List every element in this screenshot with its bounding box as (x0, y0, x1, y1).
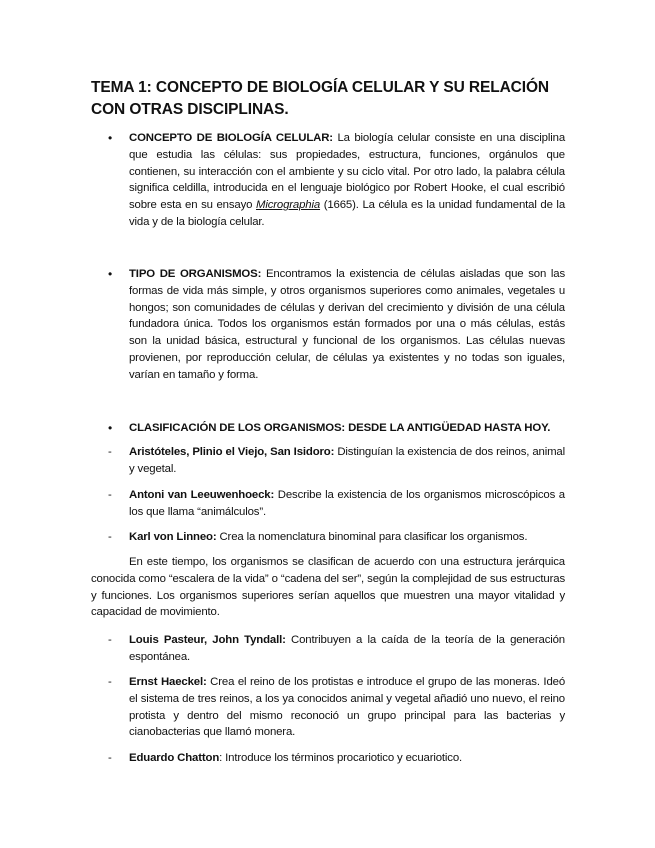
bullet-marker: • (108, 131, 113, 145)
item-name: Antoni van Leeuwenhoeck: (129, 489, 275, 501)
micrographia-link[interactable]: Micrographia (256, 199, 321, 212)
concepto-text: La biología celular consiste en una disciplina que estudia las células: sus propiedades, estructura, funciones, orgánulos que contienen, su interacción con el ambiente y su ciclo vital. Por otro lado, la palabra célula significa celdilla, introducida en el lenguaje biológico por Robert Hooke, el cual escribió sobre esta en su ensayo (129, 132, 566, 212)
list-item (129, 750, 565, 767)
list-item (129, 444, 565, 478)
clasificacion-heading: CLASIFICACIÓN DE LOS ORGANISMOS: DESDE LA ANTIGÜEDAD HASTA HOY. (129, 422, 551, 434)
concepto-text-end: (1665). La célula es la unidad fundamental de la vida y de la biología celular. (129, 199, 565, 228)
item-name: Louis Pasteur, John Tyndall: (129, 634, 286, 646)
list-item (129, 674, 565, 741)
dash-marker: - (108, 531, 112, 543)
list-item (129, 529, 565, 546)
item-name: Eduardo Chatton (129, 752, 220, 764)
item-name: Aristóteles, Plinio el Viejo, San Isidoro: (129, 446, 335, 458)
dash-marker: - (108, 634, 112, 646)
dash-marker: - (108, 446, 112, 458)
item-text: Crea la nomenclatura binominal para clasificar los organismos. (216, 531, 528, 543)
dash-marker: - (108, 752, 112, 764)
bullet-marker: • (108, 267, 113, 281)
item-text: Distinguían la existencia de dos reinos, animal y vegetal. (129, 446, 565, 475)
list-item (129, 632, 565, 666)
list-item (129, 487, 565, 521)
item-name: Ernst Haeckel: (129, 676, 207, 688)
item-text: Crea el reino de los protistas e introduce el grupo de las moneras. Ideó el sistema de tres reinos, a los ya conocidos animal y vegetal añadió uno nuevo, el reino protista y dentro del mismo reconoció un grupo principal para las bacterias y cianobacterias que llamó monera. (129, 676, 566, 739)
tipo-heading: TIPO DE ORGANISMOS: (129, 268, 262, 280)
body-paragraph: En este tiempo, los organismos se clasifican de acuerdo con una estructura jerárquica conocida como “escalera de la vida” o “cadena del ser”, según la complejidad de sus estructuras y funciones. Los organismos superiores serían aquellos que muestren una mayor vitalidad y capacidad de movimiento. (91, 556, 565, 619)
item-name: Karl von Linneo: (129, 531, 217, 543)
tipo-text: Encontramos la existencia de células aisladas que son las formas de vida más simple, y otros organismos superiores como animales, vegetales u hongos; son comunidades de células y derivan del crecimiento y división de una célula fundadora única. Todos los organismos están formados por una o más células, estás son la unidad básica, estructural y funcional de los organismos. Las células nuevas provienen, por reproducción celular, de células ya existentes y no todas son iguales, varían en tamaño y forma. (129, 268, 565, 381)
dash-marker: - (108, 489, 112, 501)
bullet-marker: • (108, 421, 113, 435)
tipo-paragraph (129, 266, 565, 384)
clasificacion-paragraph (129, 420, 569, 437)
concepto-paragraph (129, 130, 565, 231)
dash-marker: - (108, 676, 112, 688)
item-text: Describe la existencia de los organismos microscópicos a los que llama “animálculos”. (129, 489, 565, 518)
item-text: : Introduce los términos procariotico y ecuariotico. (219, 752, 463, 764)
item-text: Contribuyen a la caída de la teoría de la generación espontánea. (129, 634, 565, 663)
concepto-heading: CONCEPTO DE BIOLOGÍA CELULAR: (129, 132, 333, 144)
page-title: TEMA 1: CONCEPTO DE BIOLOGÍA CELULAR Y SU RELACIÓN CON OTRAS DISCIPLINAS. (91, 79, 550, 118)
